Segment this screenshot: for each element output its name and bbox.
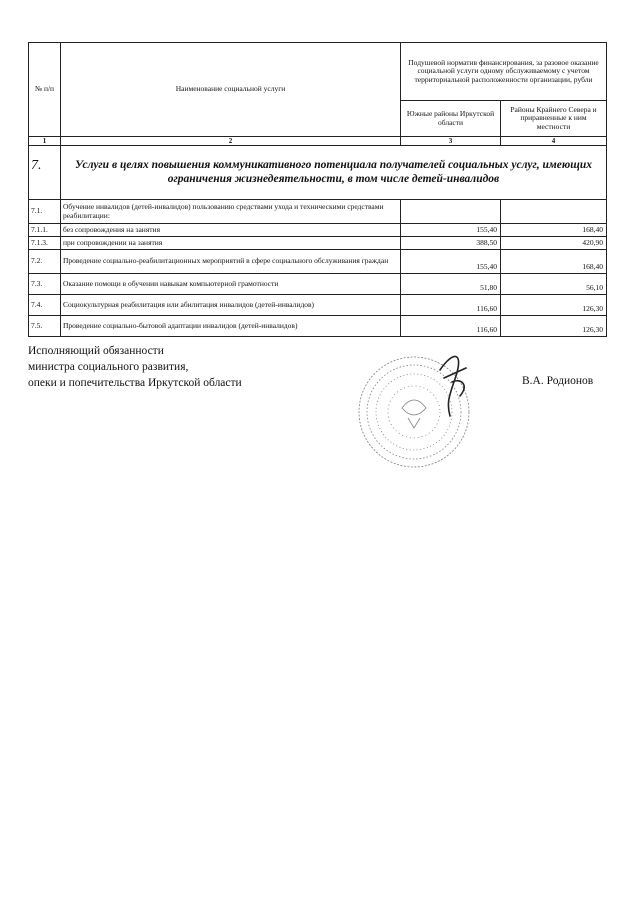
section-title: Услуги в целях повышения коммуникативного потенциала получателей социальных услуг, имеющих ограничения жизнедеятельности, в том числе детей-инвалидов (61, 146, 607, 200)
official-seal-stamp (352, 348, 484, 472)
table-row (29, 316, 607, 337)
row-north-value: 56,10 (501, 274, 607, 295)
row-north-value: 168,40 (501, 250, 607, 274)
header-south-regions: Южные районы Иркутской области (401, 101, 501, 137)
row-south-value: 155,40 (401, 224, 501, 237)
row-num: 7.1. (29, 200, 61, 224)
signer-title-line: Исполняющий обязанности (28, 345, 164, 357)
section-row (29, 146, 607, 200)
row-north-value: 126,30 (501, 295, 607, 316)
table-row (29, 250, 607, 274)
row-service: Оказание помощи в обучении навыкам компьютерной грамотности (61, 274, 401, 295)
row-south-value (401, 200, 501, 224)
services-table (28, 42, 607, 337)
table-row (29, 224, 607, 237)
row-num: 7.4. (29, 295, 61, 316)
column-index: 2 (61, 137, 401, 146)
section-number: 7. (29, 146, 61, 200)
row-service: Проведение социально-реабилитационных мероприятий в сфере социального обслуживания граждан (61, 250, 401, 274)
header-norm: Подушевой норматив финансирования, за разовое оказание социальной услуги одному обслуживаемому с учетом территориальной расположенности организации, рубли (401, 43, 607, 101)
column-index: 3 (401, 137, 501, 146)
row-north-value: 420,90 (501, 237, 607, 250)
row-service: без сопровождения на занятия (61, 224, 401, 237)
row-service: Социокультурная реабилитация или абилитация инвалидов (детей-инвалидов) (61, 295, 401, 316)
table-row (29, 237, 607, 250)
row-south-value: 116,60 (401, 316, 501, 337)
signature-scribble (440, 356, 466, 416)
header-num: № п/п (29, 43, 61, 137)
signer-name: В.А. Родионов (522, 375, 594, 387)
row-num: 7.3. (29, 274, 61, 295)
row-num: 7.2. (29, 250, 61, 274)
column-index: 1 (29, 137, 61, 146)
row-south-value: 116,60 (401, 295, 501, 316)
signer-title-line: опеки и попечительства Иркутской области (28, 377, 242, 389)
signature-block (28, 343, 242, 391)
row-service: Проведение социально-бытовой адаптации инвалидов (детей-инвалидов) (61, 316, 401, 337)
row-num: 7.1.1. (29, 224, 61, 237)
row-south-value: 155,40 (401, 250, 501, 274)
header-north-regions: Районы Крайнего Севера и приравненные к ним местности (501, 101, 607, 137)
signer-title-line: министра социального развития, (28, 361, 189, 373)
column-index-row (29, 137, 607, 146)
table-row (29, 274, 607, 295)
row-num: 7.1.3. (29, 237, 61, 250)
row-north-value: 126,30 (501, 316, 607, 337)
table-row (29, 295, 607, 316)
row-service: Обучение инвалидов (детей-инвалидов) пользованию средствами ухода и техническими средствами реабилитации: (61, 200, 401, 224)
row-north-value (501, 200, 607, 224)
row-south-value: 388,50 (401, 237, 501, 250)
column-index: 4 (501, 137, 607, 146)
table-row (29, 200, 607, 224)
row-num: 7.5. (29, 316, 61, 337)
row-south-value: 51,80 (401, 274, 501, 295)
header-service-name: Наименование социальной услуги (61, 43, 401, 137)
row-service: при сопровождении на занятия (61, 237, 401, 250)
row-north-value: 168,40 (501, 224, 607, 237)
